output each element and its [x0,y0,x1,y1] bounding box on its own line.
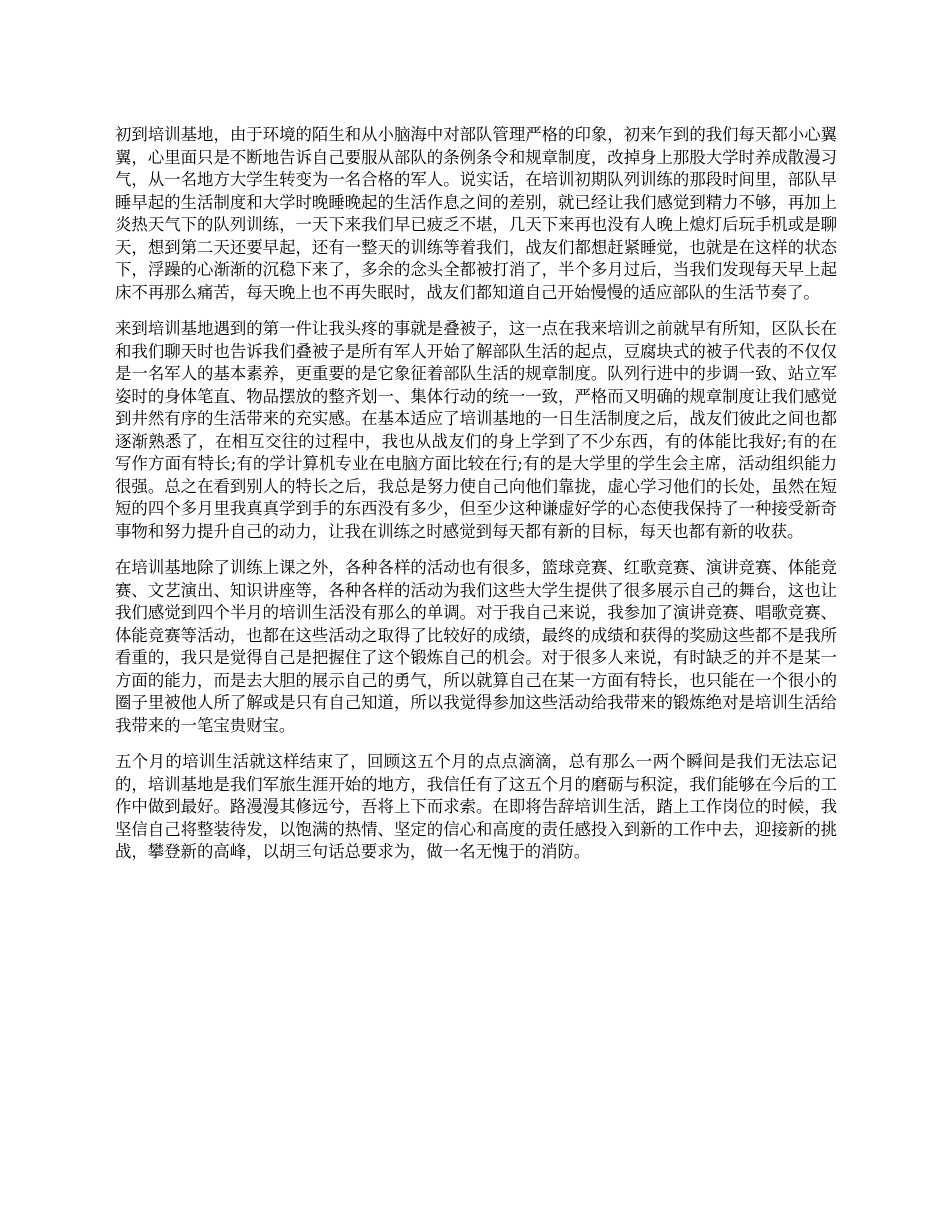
paragraph-2: 来到培训基地遇到的第一件让我头疼的事就是叠被子，这一点在我来培训之前就早有所知，区队长在和我们聊天时也告诉我们叠被子是所有军人开始了解部队生活的起点，豆腐块式的被子代表的不仅仅是一名军人的基本素养，更重要的是它象征着部队生活的规章制度。队列行进中的步调一致、站立军姿时的身体笔直、物品摆放的整齐划一、集体行动的统一一致，严格而又明确的规章制度让我们感觉到井然有序的生活带来的充实感。在基本适应了培训基地的一日生活制度之后，战友们彼此之间也都逐渐熟悉了，在相互交往的过程中，我也从战友们的身上学到了不少东西，有的体能比我好;有的在写作方面有特长;有的学计算机专业在电脑方面比较在行;有的是大学里的学生会主席，活动组织能力很强。总之在看到别人的特长之后，我总是努力使自己向他们靠拢，虚心学习他们的长处，虽然在短短的四个多月里我真真学到手的东西没有多少，但至少这种谦虚好学的心态使我保持了一种接受新奇事物和努力提升自己的动力，让我在训练之时感觉到每天都有新的目标，每天也都有新的收获。 [115,319,837,541]
paragraph-1: 初到培训基地，由于环境的陌生和从小脑海中对部队管理严格的印象，初来乍到的我们每天都小心翼翼，心里面只是不断地告诉自己要服从部队的条例条令和规章制度，改掉身上那股大学时养成散漫习气，从一名地方大学生转变为一名合格的军人。说实话，在培训初期队列训练的那段时间里，部队早睡早起的生活制度和大学时晚睡晚起的生活作息之间的差别，就已经让我们感觉到精力不够，再加上炎热天气下的队列训练，一天下来我们早已疲乏不堪，几天下来再也没有人晚上熄灯后玩手机或是聊天，想到第二天还要早起，还有一整天的训练等着我们，战友们都想赶紧睡觉，也就是在这样的状态下，浮躁的心渐渐的沉稳下来了，多余的念头全都被打消了，半个多月过后，当我们发现每天早上起床不再那么痛苦，每天晚上也不再失眠时，战友们都知道自己开始慢慢的适应部队的生活节奏了。 [115,125,837,302]
paragraph-3: 在培训基地除了训练上课之外，各种各样的活动也有很多，篮球竞赛、红歌竞赛、演讲竞赛、体能竞赛、文艺演出、知识讲座等，各种各样的活动为我们这些大学生提供了很多展示自己的舞台，这也让我们感觉到四个半月的培训生活没有那么的单调。对于我自己来说，我参加了演讲竞赛、唱歌竞赛、体能竞赛等活动，也都在这些活动之取得了比较好的成绩，最终的成绩和获得的奖励这些都不是我所看重的，我只是觉得自己是把握住了这个锻炼自己的机会。对于很多人来说，有时缺乏的并不是某一方面的能力，而是去大胆的展示自己的勇气，所以就算自己在某一方面有特长，也只能在一个很小的圈子里被他人所了解或是只有自己知道，所以我觉得参加这些活动给我带来的锻炼绝对是培训生活给我带来的一笔宝贵财宝。 [115,558,837,735]
paragraph-4: 五个月的培训生活就这样结束了，回顾这五个月的点点滴滴，总有那么一两个瞬间是我们无法忘记的，培训基地是我们军旅生涯开始的地方，我信任有了这五个月的磨砺与积淀，我们能够在今后的工作中做到最好。路漫漫其修远兮，吾将上下而求索。在即将告辞培训生活，踏上工作岗位的时候，我坚信自己将整装待发，以饱满的热情、坚定的信心和高度的责任感投入到新的工作中去，迎接新的挑战，攀登新的高峰，以胡三句话总要求为，做一名无愧于的消防。 [115,752,837,861]
document-body [115,124,837,878]
